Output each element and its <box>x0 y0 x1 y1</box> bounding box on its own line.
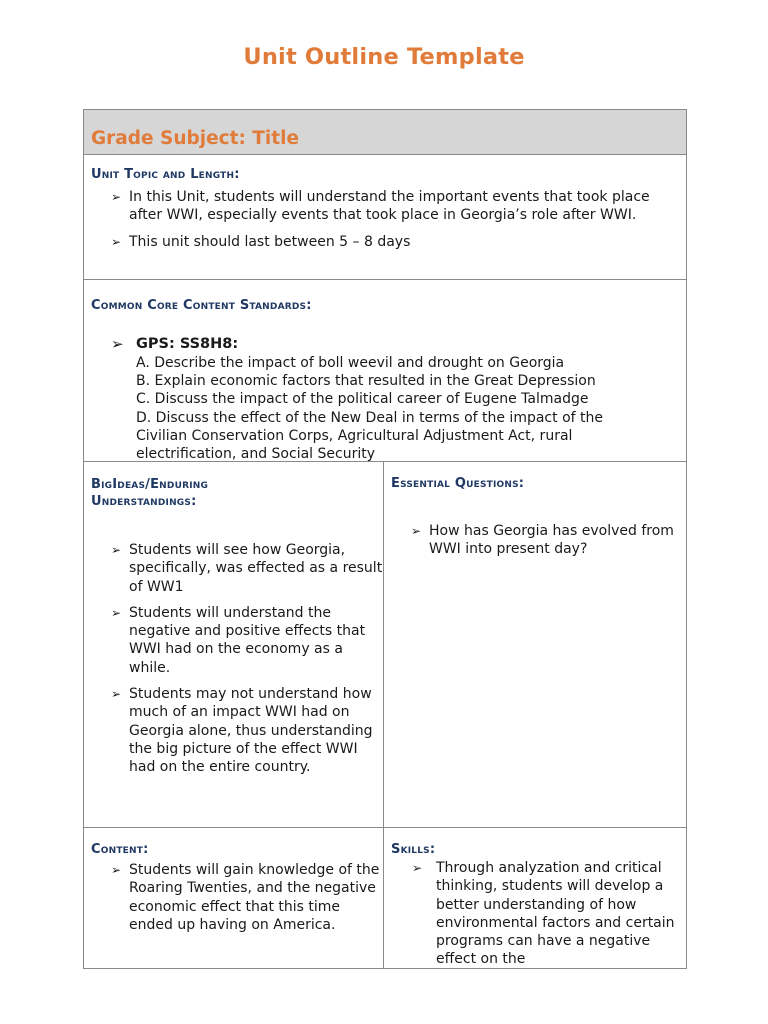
unit-topic-section <box>84 154 686 279</box>
skills-heading: Skills: <box>391 842 436 857</box>
bullet-arrow-icon: ➢ <box>111 863 122 877</box>
standard-line: C. Discuss the impact of the political career of Eugene Talmadge <box>136 391 589 408</box>
skills-cell <box>384 828 685 968</box>
big-ideas-cell <box>84 462 384 827</box>
unit-topic-list <box>84 188 684 251</box>
big-ideas-list <box>84 541 384 777</box>
bullet-arrow-icon: ➢ <box>411 524 422 538</box>
standard-line: Civilian Conservation Corps, Agricultural Adjustment Act, rural <box>136 427 573 444</box>
standard-line: D. Discuss the effect of the New Deal in terms of the impact of the <box>136 409 603 426</box>
bullet-arrow-icon: ➢ <box>111 687 122 702</box>
bullet-arrow-icon: ➢ <box>111 543 122 557</box>
document-title: Unit Outline Template <box>243 44 525 70</box>
standard-line: A. Describe the impact of boll weevil and drought on Georgia <box>136 355 565 371</box>
grade-subject-header <box>84 110 686 154</box>
gps-block <box>84 335 684 463</box>
bullet-arrow-icon: ➢ <box>111 335 124 353</box>
content-cell <box>84 828 384 968</box>
standard-line: electrification, and Social Security <box>136 446 375 463</box>
content-heading: Content: <box>91 842 149 857</box>
grade-subject-title: Grade Subject: Title <box>91 128 299 149</box>
essential-questions-list <box>384 522 684 559</box>
bullet-arrow-icon: ➢ <box>412 861 423 875</box>
unit-outline-table <box>83 109 687 969</box>
skills-list <box>384 859 684 969</box>
big-ideas-heading: BigIdeas/Enduring Understandings: <box>91 477 209 509</box>
bullet-arrow-icon: ➢ <box>111 605 122 620</box>
gps-label: ➢ GPS: SS8H8: <box>111 335 239 353</box>
content-skills-row <box>84 827 686 968</box>
gps-standard-lines <box>84 354 684 463</box>
standard-line: B. Explain economic factors that resulted in the Great Depression <box>136 373 596 390</box>
content-list <box>84 861 384 934</box>
list-item: ➢ Students will understand the negative and positive effects that WWI had on the economy as a while. <box>111 604 366 676</box>
essential-questions-heading: Essential Questions: <box>391 476 525 491</box>
list-item: ➢ In this Unit, students will understand the important events that took place after WWI, especially events that took place in Georgia’s role after WWI. <box>111 189 650 224</box>
standards-section <box>84 279 686 461</box>
standards-heading: Common Core Content Standards: <box>91 298 312 313</box>
list-item: ➢ Students may not understand how much of an impact WWI had on Georgia alone, thus understanding the big picture of the effect WWI had on the entire country. <box>111 686 373 776</box>
list-item: ➢ Students will gain knowledge of the Roaring Twenties, and the negative economic effect that this time ended up having on America. <box>111 862 380 933</box>
list-item: ➢ Through analyzation and critical thinking, students will develop a better understanding of how environmental factors and certain programs can have a negative effect on the <box>412 860 675 968</box>
unit-topic-heading: Unit Topic and Length: <box>91 167 240 182</box>
ideas-questions-row <box>84 461 686 827</box>
list-item: ➢ Students will see how Georgia, specifically, was effected as a result of WW1 <box>111 542 383 595</box>
essential-questions-cell <box>384 462 685 827</box>
bullet-arrow-icon: ➢ <box>111 234 122 249</box>
bullet-arrow-icon: ➢ <box>111 190 122 204</box>
list-item: ➢ How has Georgia has evolved from WWI into present day? <box>411 523 674 558</box>
list-item: ➢ This unit should last between 5 – 8 days <box>111 233 411 250</box>
